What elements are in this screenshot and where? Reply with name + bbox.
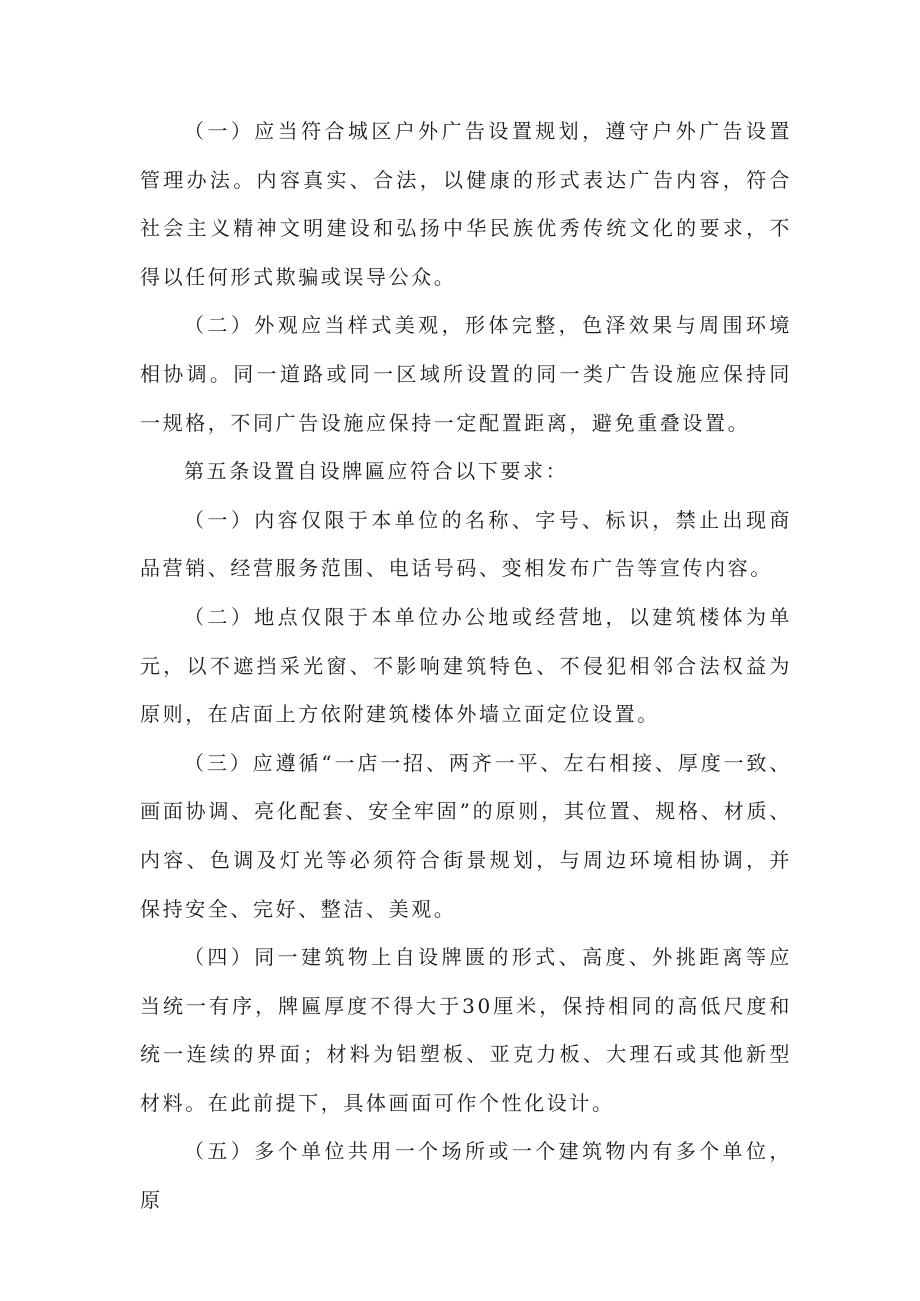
paragraph-article5-clause-4: （四）同一建筑物上自设牌匮的形式、高度、外挑距离等应当统一有序，牌匾厚度不得大于30厘米，保持相同的高低尺度和统一连续的界面；材料为铝塑板、亚克力板、大理石或其他新型材料。在此前提下，具体画面可作个性化设计。	[140, 945, 792, 1115]
paragraph-clause-2: （二）外观应当样式美观，形体完整，色泽效果与周围环境相协调。同一道路或同一区域所设置的同一类广告设施应保持同一规格，不同广告设施应保持一定配置距离，避免重叠设置。	[140, 313, 792, 435]
paragraph-article5-clause-5: （五）多个单位共用一个场所或一个建筑物内有多个单位，原	[140, 1139, 792, 1213]
paragraph-article5-clause-1: （一）内容仅限于本单位的名称、字号、标识，禁止出现商品营销、经营服务范围、电话号码、变相发布广告等宣传内容。	[140, 507, 792, 581]
paragraph-article5-clause-2: （二）地点仅限于本单位办公地或经营地，以建筑楼体为单元，以不遮挡采光窗、不影响建筑特色、不侵犯相邻合法权益为原则，在店面上方依附建筑楼体外墙立面定位设置。	[140, 604, 792, 727]
article-five-heading: 第五条设置自设牌匾应符合以下要求：	[184, 459, 569, 484]
paragraph-clause-1: （一）应当符合城区户外广告设置规划，遵守户外广告设置管理办法。内容真实、合法，以健康的形式表达广告内容，符合社会主义精神文明建设和弘扬中华民族优秀传统文化的要求，不得以任何形式欺骗或误导公众。	[140, 119, 792, 289]
document-body	[140, 107, 792, 1225]
paragraph-article5-clause-3: （三）应遵循“一店一招、两齐一平、左右相接、厚度一致、画面协调、亮化配套、安全牢固”的原则，其位置、规格、材质、内容、色调及灯光等必须符合街景规划，与周边环境相协调，并保持安全、完好、整洁、美观。	[140, 750, 792, 921]
